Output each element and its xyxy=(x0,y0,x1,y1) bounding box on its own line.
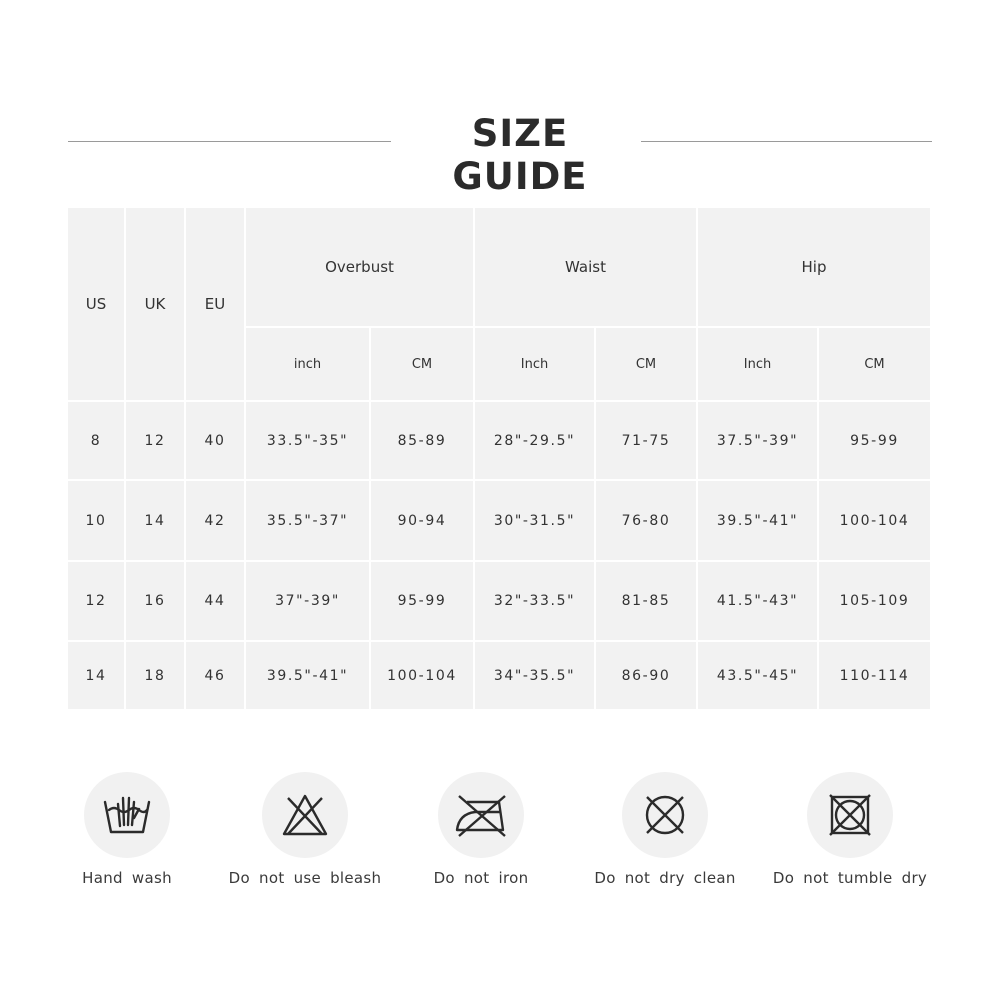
header-hip: Hip xyxy=(698,208,930,326)
table-cell: 30"-31.5" xyxy=(475,481,594,560)
table-cell: 95-99 xyxy=(371,562,473,640)
table-cell: 33.5"-35" xyxy=(246,402,369,479)
no-iron-icon xyxy=(438,772,524,858)
table-cell: 81-85 xyxy=(596,562,696,640)
header-overbust: Overbust xyxy=(246,208,473,326)
table-cell: 46 xyxy=(186,642,244,709)
table-cell: 100-104 xyxy=(819,481,930,560)
table-cell: 42 xyxy=(186,481,244,560)
table-cell: 76-80 xyxy=(596,481,696,560)
table-cell: 44 xyxy=(186,562,244,640)
care-label: Do not iron xyxy=(433,869,529,887)
table-cell: 37.5"-39" xyxy=(698,402,817,479)
table-cell: 40 xyxy=(186,402,244,479)
table-cell: 71-75 xyxy=(596,402,696,479)
table-cell: 95-99 xyxy=(819,402,930,479)
table-cell: 105-109 xyxy=(819,562,930,640)
table-cell: 10 xyxy=(68,481,124,560)
table-cell: 100-104 xyxy=(371,642,473,709)
care-item xyxy=(740,772,960,887)
table-cell: 110-114 xyxy=(819,642,930,709)
size-table xyxy=(68,208,932,711)
title-rule-right xyxy=(641,141,932,142)
care-label: Do not use bleash xyxy=(228,869,382,887)
subheader-unit: CM xyxy=(371,328,473,400)
table-cell: 35.5"-37" xyxy=(246,481,369,560)
header-eu: EU xyxy=(186,208,244,400)
table-cell: 90-94 xyxy=(371,481,473,560)
table-cell: 85-89 xyxy=(371,402,473,479)
table-cell: 12 xyxy=(68,562,124,640)
subheader-unit: inch xyxy=(246,328,369,400)
table-cell: 12 xyxy=(126,402,184,479)
table-cell: 28"-29.5" xyxy=(475,402,594,479)
table-cell: 8 xyxy=(68,402,124,479)
care-label: Do not tumble dry xyxy=(772,869,928,887)
no-tumble-dry-icon xyxy=(807,772,893,858)
table-cell: 37"-39" xyxy=(246,562,369,640)
table-cell: 32"-33.5" xyxy=(475,562,594,640)
table-cell: 39.5"-41" xyxy=(246,642,369,709)
table-cell: 34"-35.5" xyxy=(475,642,594,709)
care-label: Hand wash xyxy=(82,869,172,887)
table-cell: 39.5"-41" xyxy=(698,481,817,560)
header-uk: UK xyxy=(126,208,184,400)
table-cell: 18 xyxy=(126,642,184,709)
subheader-unit: CM xyxy=(819,328,930,400)
table-cell: 16 xyxy=(126,562,184,640)
table-cell: 43.5"-45" xyxy=(698,642,817,709)
title-row xyxy=(68,108,932,198)
table-cell: 14 xyxy=(68,642,124,709)
no-dry-clean-icon xyxy=(622,772,708,858)
subheader-unit: Inch xyxy=(475,328,594,400)
no-bleach-icon xyxy=(262,772,348,858)
title-rule-left xyxy=(68,141,391,142)
table-cell: 86-90 xyxy=(596,642,696,709)
table-cell: 14 xyxy=(126,481,184,560)
table-cell: 41.5"-43" xyxy=(698,562,817,640)
care-label: Do not dry clean xyxy=(594,869,736,887)
subheader-unit: Inch xyxy=(698,328,817,400)
subheader-unit: CM xyxy=(596,328,696,400)
page-title: SIZE GUIDE xyxy=(452,112,588,198)
header-waist: Waist xyxy=(475,208,696,326)
care-instructions xyxy=(0,772,1000,902)
header-us: US xyxy=(68,208,124,400)
hand-wash-icon xyxy=(84,772,170,858)
